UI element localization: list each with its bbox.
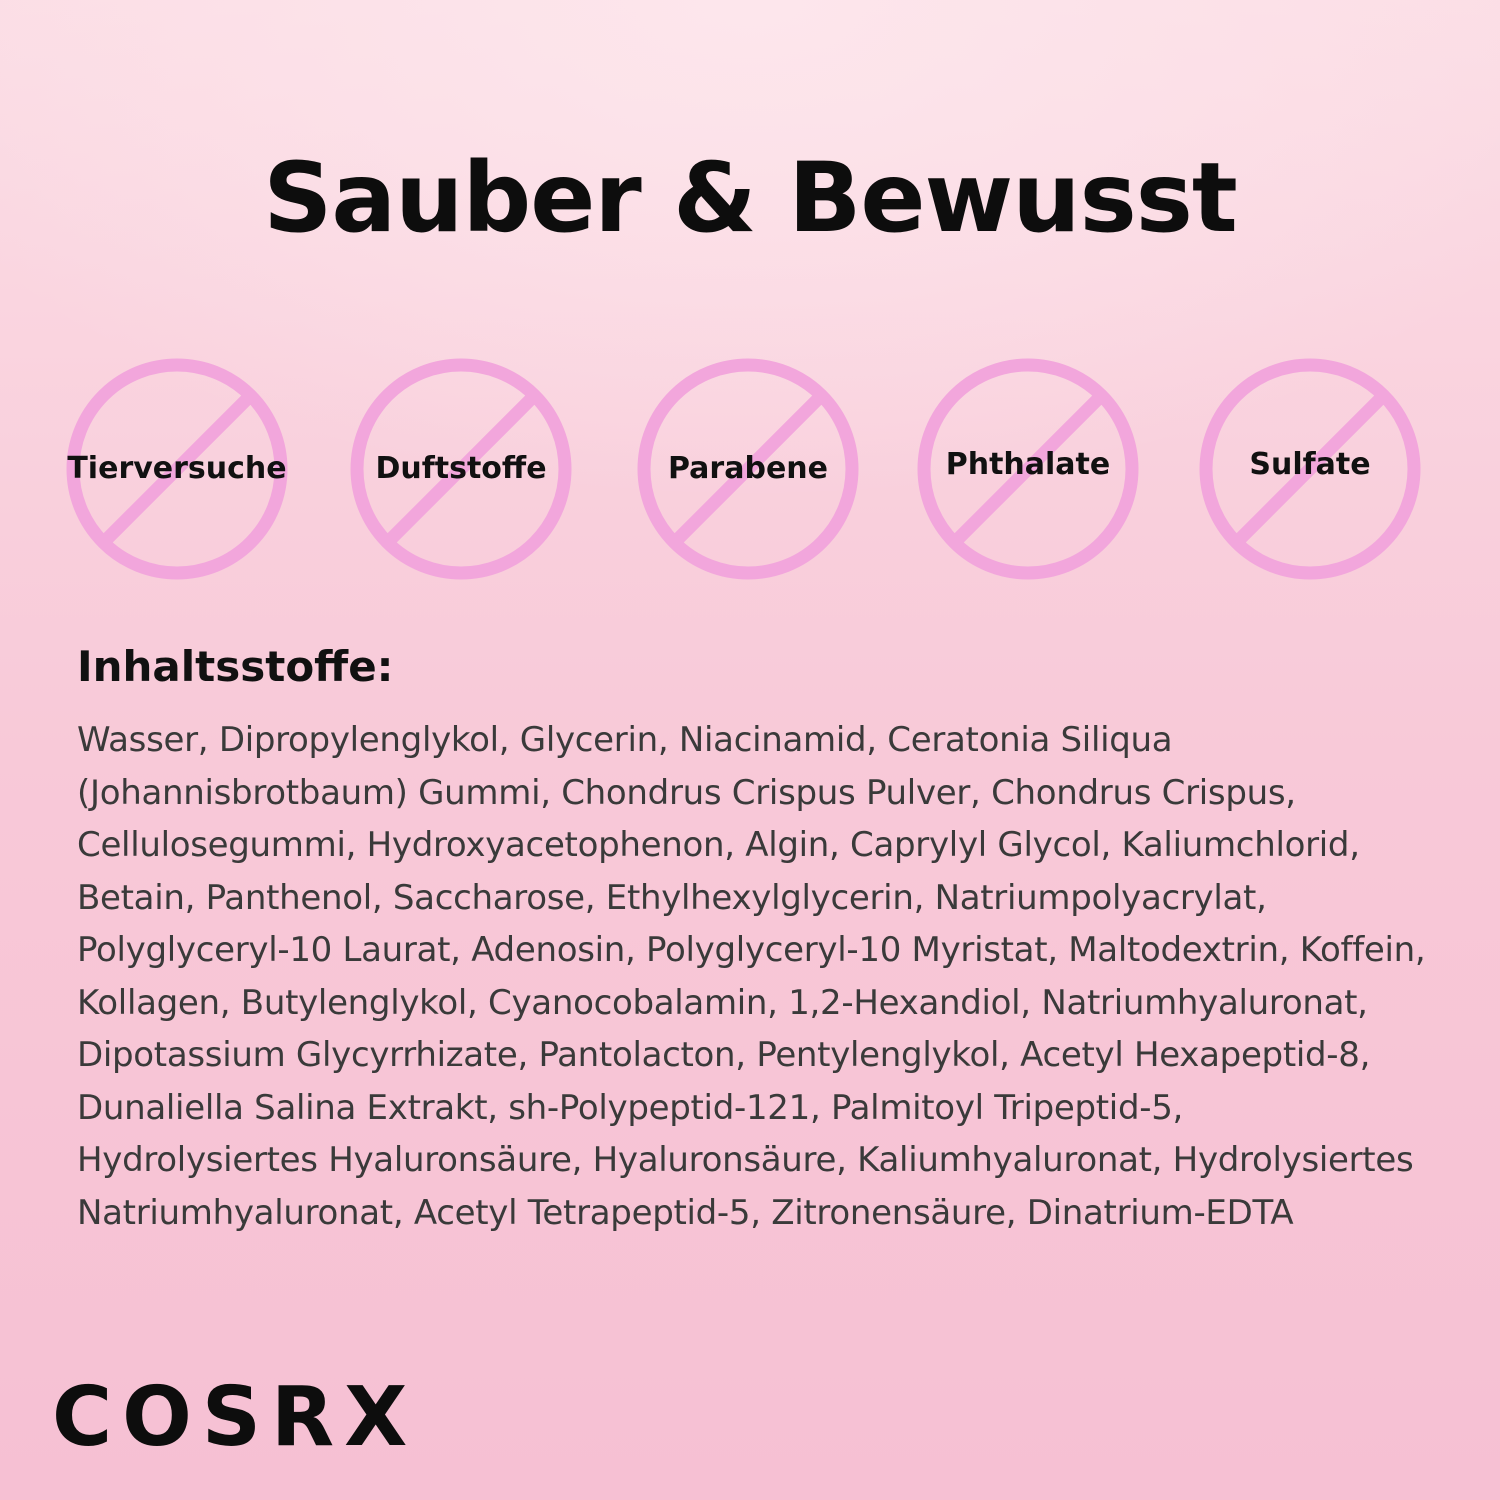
badge-sulfate — [1198, 357, 1422, 581]
badge-label: Parabene — [668, 451, 828, 486]
badge-label: Tierversuche — [67, 451, 287, 486]
badge-tierversuche — [65, 357, 289, 581]
badge-duftstoffe — [349, 357, 573, 581]
ingredients-heading: Inhaltsstoffe: — [77, 642, 394, 691]
ingredients-list: Wasser, Dipropylenglykol, Glycerin, Niacinamid, Ceratonia Siliqua (Johannisbrotbaum) Gummi, Chondrus Crispus Pulver, Chondrus Crispus, Cellulosegummi, Hydroxyacetophenon, Algin, Caprylyl Glycol, Kaliumchlorid, Betain, Panthenol, Saccharose, Ethylhexylglycerin, Natriumpolyacrylat, Polyglyceryl-10 Laurat, Adenosin, Polyglyceryl-10 Myristat, Maltodextrin, Koffein, Kollagen, Butylenglykol, Cyanocobalamin, 1,2-Hexandiol, Natriumhyaluronat, Dipotassium Glycyrrhizate, Pantolacton, Pentylenglykol, Acetyl Hexapeptid-8, Dunaliella Salina Extrakt, sh-Polypeptid-121, Palmitoyl Tripeptid-5, Hydrolysiertes Hyaluronsäure, Hyaluronsäure, Kaliumhyaluronat, Hydrolysiertes Natriumhyaluronat, Acetyl Tetrapeptid-5, Zitronensäure, Dinatrium-EDTA — [77, 720, 1426, 1233]
brand-logo: COSRX — [52, 1370, 418, 1465]
badge-label: Phthalate — [945, 447, 1111, 482]
badge-label: Sulfate — [1249, 447, 1371, 482]
badge-parabene — [636, 357, 860, 581]
free-from-badges — [0, 0, 1500, 600]
badge-phthalate — [916, 357, 1140, 581]
page-title: Sauber & Bewusst — [263, 142, 1237, 254]
badge-label: Duftstoffe — [375, 451, 547, 486]
